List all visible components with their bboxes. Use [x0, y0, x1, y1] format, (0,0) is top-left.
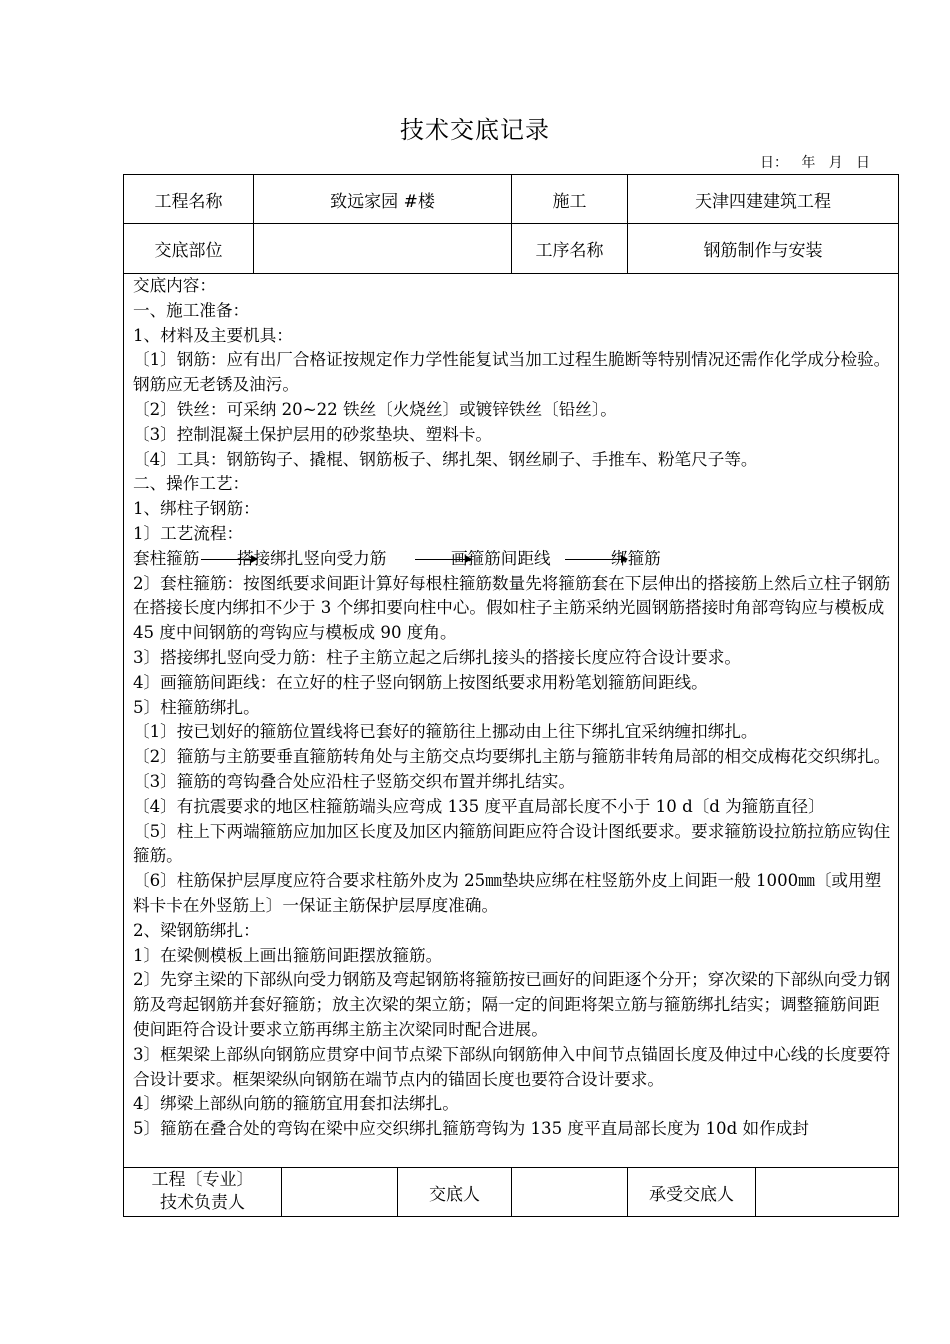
content-line: 4〕画箍筋间距线：在立好的柱子竖向钢筋上按图纸要求用粉笔划箍筋间距线。: [133, 672, 708, 692]
construction-label: 施工: [552, 191, 587, 212]
tech-lead-label-line2: 技术负责人: [160, 1193, 245, 1213]
content-line: 〔2〕箍筋与主筋要垂直箍筋转角处与主筋交点均要绑扎主筋与箍筋非转角局部的相交成梅花交织绑扎。: [133, 747, 891, 767]
content-line: 1〕在梁侧模板上画出箍筋间距摆放箍筋。: [133, 945, 443, 965]
content-line: 2、梁钢筋绑扎：: [133, 920, 260, 940]
flow-step: 画箍筋间距线: [451, 548, 551, 568]
discloser-label: 交底人: [429, 1184, 480, 1205]
content-line: 〔2〕铁丝：可采纳 20~22 铁丝〔火烧丝〕或镀锌铁丝〔铅丝〕。: [133, 399, 617, 419]
tech-lead-label: [124, 1168, 281, 1216]
content-line: 1、绑柱子钢筋：: [133, 499, 260, 519]
disclosure-content: [133, 274, 893, 1164]
content-line: 一、施工准备：: [133, 300, 250, 320]
disclosure-part-value: [254, 224, 511, 273]
content-line: 1、材料及主要机具：: [133, 325, 293, 345]
process-name-value: 钢筋制作与安装: [703, 241, 823, 261]
tech-lead-signature: [282, 1168, 397, 1216]
content-heading: 交底内容：: [133, 276, 216, 295]
content-line: 3〕框架梁上部纵向钢筋应贯穿中间节点梁下部纵向钢筋伸入中间节点锚固长度及伸过中心线的长度要符合设计要求。框架梁纵向钢筋在端节点内的锚固长度也要符合设计要求。: [133, 1044, 891, 1089]
flow-step: 绑箍筋: [611, 548, 661, 568]
content-line: 〔4〕工具：钢筋钩子、撬棍、钢筋板子、绑扎架、钢丝刷子、手推车、粉笔尺子等。: [133, 449, 758, 469]
content-line: 〔3〕箍筋的弯钩叠合处应沿柱子竖筋交织布置并绑扎结实。: [133, 771, 575, 791]
content-line: 〔3〕控制混凝土保护层用的砂浆垫块、塑料卡。: [133, 424, 493, 444]
discloser-signature: [512, 1168, 627, 1216]
flow-step: 搭接绑扎竖向受力筋: [237, 548, 387, 568]
content-line: 5〕箍筋在叠合处的弯钩在梁中应交织绑扎箍筋弯钩为 135 度平直局部长度为 10d 如作成封: [133, 1119, 809, 1139]
content-line: 〔1〕按已划好的箍筋位置线将已套好的箍筋往上挪动由上往下绑扎宜采纳缠扣绑扎。: [133, 722, 758, 742]
content-line: 1〕工艺流程：: [133, 523, 244, 543]
document-title: 技术交底记录: [400, 116, 550, 144]
content-line: 5〕柱箍筋绑扎。: [133, 697, 260, 717]
tech-lead-label-line1: 工程〔专业〕: [151, 1170, 254, 1190]
construction-value: 天津四建建筑工程: [695, 191, 831, 212]
content-line: 2〕先穿主梁的下部纵向受力钢筋及弯起钢筋将箍筋按已画好的间距逐个分开；穿次梁的下部纵向受力钢筋及弯起钢筋并套好箍筋；放主次梁的架立筋；隔一定的间距将架立筋与箍筋绑扎结实；调整箍筋间距使间距符合设计要求立筋再绑主筋主次梁同时配合进展。: [133, 970, 891, 1039]
content-line: 〔1〕钢筋：应有出厂合格证按规定作力学性能复试当加工过程生脆断等特别情况还需作化学成分检验。钢筋应无老锈及油污。: [133, 350, 891, 395]
flow-step: 套柱箍筋: [133, 548, 200, 568]
content-line: 4〕绑梁上部纵向筋的箍筋宜用套扣法绑扎。: [133, 1094, 459, 1114]
content-line: 二、操作工艺：: [133, 474, 250, 494]
content-line: 2〕套柱箍筋：按图纸要求间距计算好每根柱箍筋数量先将箍筋套在下层伸出的搭接筋上然后立柱子钢筋在搭接长度内绑扣不少于 3 个绑扣要向柱中心。假如柱子主筋采纳光圆钢筋搭接时角部弯钩应与模板成 45 度中间钢筋的弯钩应与模板成 90 度角。: [133, 573, 891, 643]
process-name-label: 工序名称: [535, 241, 604, 261]
content-line: 〔6〕柱筋保护层厚度应符合要求柱筋外皮为 25㎜垫块应绑在柱竖筋外皮上间距一般 1000㎜〔或用塑料卡卡在外竖筋上〕一保证主筋保护层厚度准确。: [133, 871, 882, 915]
receiver-signature: [756, 1168, 898, 1216]
content-line: 3〕搭接绑扎竖向受力筋：柱子主筋立起之后绑扎接头的搭接长度应符合设计要求。: [133, 647, 741, 667]
content-line: 〔5〕柱上下两端箍筋应加加区长度及加区内箍筋间距应符合设计图纸要求。要求箍筋设拉筋拉筋应钩住箍筋。: [133, 821, 891, 866]
disclosure-part-label: 交底部位: [154, 241, 223, 261]
content-line: 〔4〕有抗震要求的地区柱箍筋端头应弯成 135 度平直局部长度不小于 10 d〔d 为箍筋直径〕: [133, 796, 825, 816]
receiver-label: 承受交底人: [649, 1184, 734, 1205]
process-flow: [133, 547, 893, 572]
project-name-label: 工程名称: [154, 191, 223, 212]
project-name-value: 致远家园 #楼: [330, 191, 435, 212]
date-line: 日： 年 月 日: [760, 155, 871, 171]
